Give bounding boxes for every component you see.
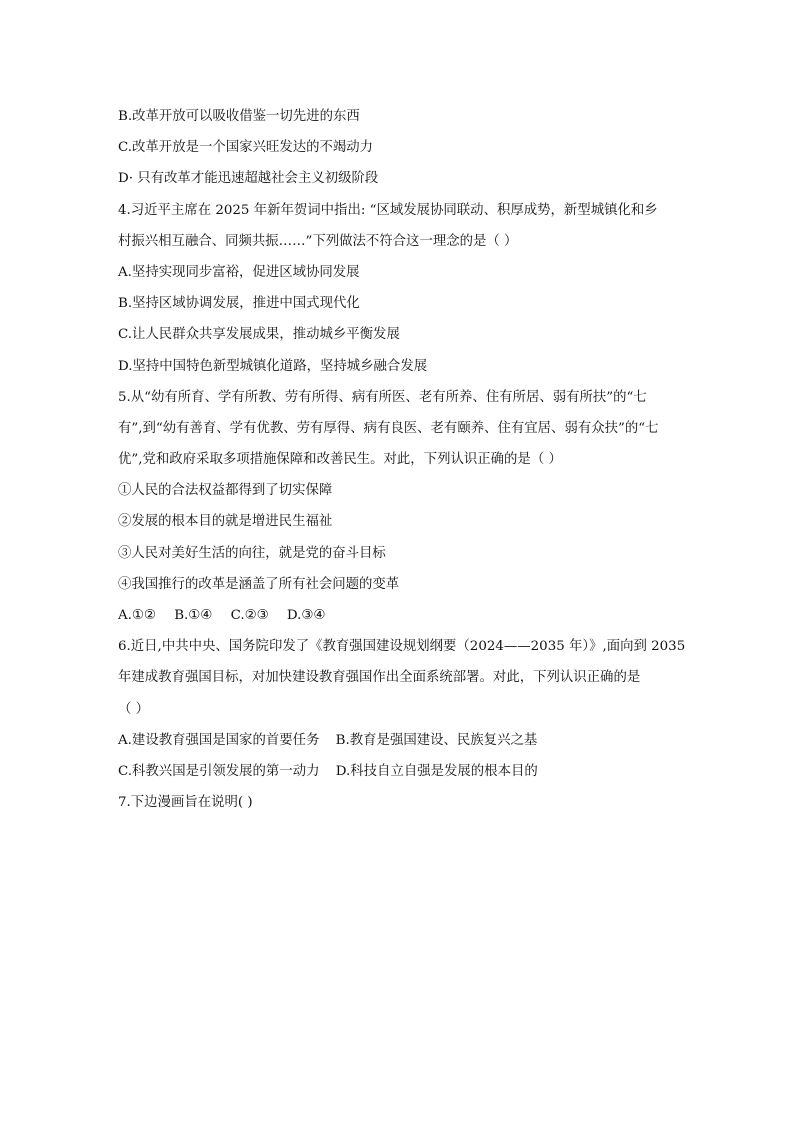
q5-statement-3: ③人民对美好生活的向往，就是党的奋斗目标 [118,545,386,561]
q4-stem-line-1: 4.习近平主席在 2025 年新年贺词中指出: “区域发展协同联动、积厚成势，新型城镇化和乡 [118,202,658,218]
q6-option-d: D.科技自立自强是发展的根本目的 [335,763,538,779]
q6-option-a: A.建设教育强国是国家的首要任务 [118,732,320,748]
q4-option-a: A.坚持实现同步富裕，促进区域协同发展 [118,264,360,280]
q7-stem: 7.下边漫画旨在说明( ) [118,795,253,811]
q5-options-row [118,600,678,631]
q5-statement-2: ②发展的根本目的就是增进民生福祉 [118,514,333,530]
q3-option-c: C.改革开放是一个国家兴旺发达的不竭动力 [118,140,374,156]
q5-statement-1: ①人民的合法权益都得到了切实保障 [118,483,333,499]
question-content [118,101,686,818]
q4-stem-line-2: 村振兴相互融合、同频共振……”下列做法不符合这一理念的是（ ） [118,233,518,249]
q6-stem-line-1: 6.近日,中共中央、国务院印发了《教育强国建设规划纲要（2024——2035 年）》,面向到 2035 [118,639,686,655]
q5-statement-4: ④我国推行的改革是涵盖了所有社会问题的变革 [118,576,400,592]
q6-options-row-1 [118,725,678,756]
q5-stem-line-1: 5.从“幼有所育、学有所教、劳有所得、病有所医、老有所养、住有所居、弱有所扶”的“七 [118,389,647,405]
q3-option-d: D· 只有改革才能迅速超越社会主义初级阶段 [118,171,379,187]
q6-stem-line-2: 年建成教育强国目标，对加快建设教育强国作出全面系统部署。对此，下列认识正确的是 [118,670,641,686]
q4-option-b: B.坚持区域协调发展，推进中国式现代化 [118,296,360,312]
q4-option-c: C.让人民群众共享发展成果，推动城乡平衡发展 [118,327,400,343]
q6-option-b: B.教育是强国建设、民族复兴之基 [335,732,538,748]
q5-option-d: D.③④ [286,608,326,623]
q4-option-d: D.坚持中国特色新型城镇化道路，坚持城乡融合发展 [118,358,428,374]
q5-option-c: C.②③ [230,608,269,623]
q5-option-a: A.①② [118,608,156,623]
q3-option-b: B.改革开放可以吸收借鉴一切先进的东西 [118,109,360,124]
q5-stem-line-2: 有”,到“幼有善育、学有优教、劳有厚得、病有良医、老有颐养、住有宜居、弱有众扶”的“七 [118,420,659,436]
q5-option-b: B.①④ [174,608,213,623]
q6-stem-line-3: （ ） [118,701,150,717]
q5-stem-line-3: 优”,党和政府采取多项措施保障和改善民生。对此，下列认识正确的是（ ） [118,452,562,468]
q6-options-row-2 [118,756,678,787]
q6-option-c: C.科教兴国是引领发展的第一动力 [118,763,320,779]
